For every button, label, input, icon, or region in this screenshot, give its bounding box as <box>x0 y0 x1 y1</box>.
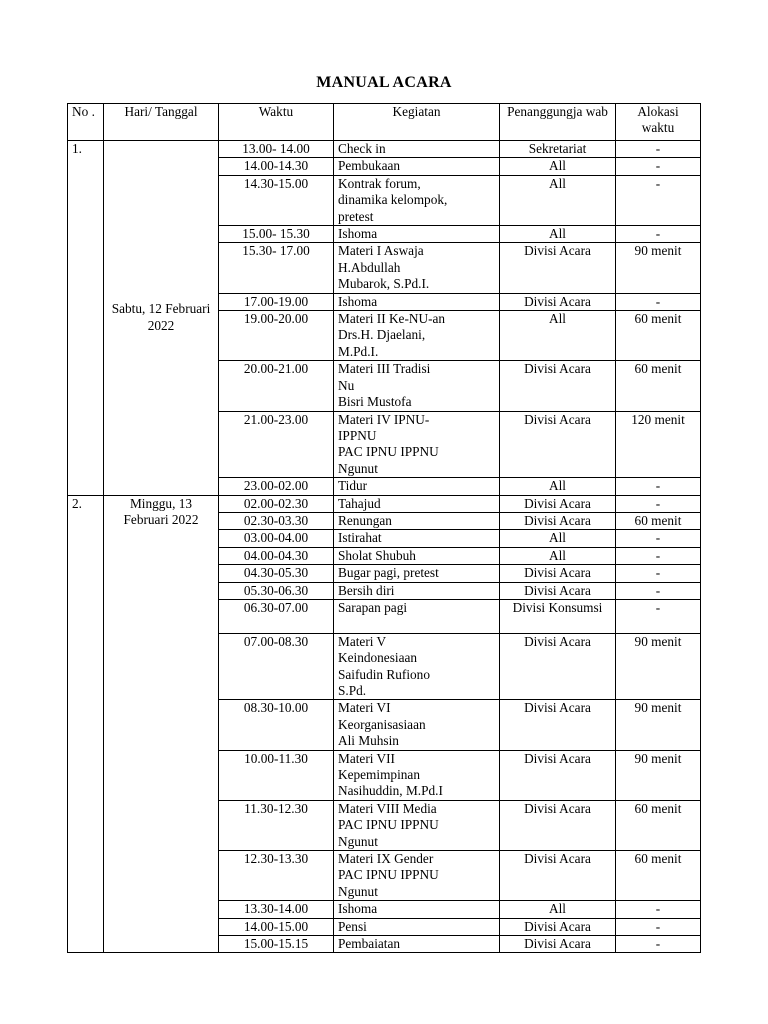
activity-cell <box>334 800 500 850</box>
pic-cell: Divisi Acara <box>500 565 616 582</box>
pic-cell: All <box>500 901 616 918</box>
activity-line: Nu <box>338 377 355 393</box>
duration-cell: 60 menit <box>616 311 701 361</box>
activity-cell <box>334 633 500 700</box>
col-header-pic: Penanggungja wab <box>500 104 616 141</box>
duration-cell: - <box>616 530 701 547</box>
pic-cell: All <box>500 311 616 361</box>
activity-cell <box>334 226 500 243</box>
duration-cell: 90 menit <box>616 633 701 700</box>
time-cell: 06.30-07.00 <box>219 599 334 633</box>
time-cell: 12.30-13.30 <box>219 851 334 901</box>
activity-line: Materi VII <box>338 750 395 766</box>
pic-cell: Divisi Acara <box>500 495 616 512</box>
activity-cell <box>334 700 500 750</box>
time-cell: 10.00-11.30 <box>219 750 334 800</box>
time-cell: 02.30-03.30 <box>219 512 334 529</box>
activity-line: Bugar pagi, pretest <box>338 565 439 581</box>
activity-cell <box>334 901 500 918</box>
duration-cell: 90 menit <box>616 750 701 800</box>
duration-cell: 90 menit <box>616 243 701 293</box>
pic-cell: Divisi Acara <box>500 512 616 529</box>
pic-cell: Divisi Acara <box>500 293 616 310</box>
activity-cell <box>334 582 500 599</box>
pic-cell: All <box>500 175 616 225</box>
activity-cell <box>334 565 500 582</box>
activity-cell <box>334 478 500 495</box>
activity-line: Saifudin Rufiono <box>338 666 430 682</box>
schedule-body <box>68 141 701 953</box>
day-number: 2. <box>68 495 104 953</box>
activity-line: Materi V <box>338 633 387 649</box>
time-cell: 17.00-19.00 <box>219 293 334 310</box>
duration-cell: - <box>616 226 701 243</box>
pic-cell: Divisi Acara <box>500 851 616 901</box>
time-cell: 02.00-02.30 <box>219 495 334 512</box>
activity-line: Materi VI <box>338 700 391 716</box>
col-header-no: No . <box>68 104 104 141</box>
time-cell: 14.00-14.30 <box>219 158 334 175</box>
col-header-duration: Alokasi waktu <box>616 104 701 141</box>
duration-cell: - <box>616 478 701 495</box>
activity-line: Materi II Ke-NU-an <box>338 311 446 327</box>
activity-cell <box>334 918 500 935</box>
activity-line: Sholat Shubuh <box>338 547 416 563</box>
activity-line: IPPNU <box>338 427 377 443</box>
duration-cell: - <box>616 599 701 633</box>
time-cell: 05.30-06.30 <box>219 582 334 599</box>
pic-cell: Divisi Acara <box>500 361 616 411</box>
activity-line: Ishoma <box>338 226 378 242</box>
duration-cell: - <box>616 175 701 225</box>
duration-cell: 60 menit <box>616 800 701 850</box>
duration-cell: 120 menit <box>616 411 701 478</box>
activity-line: Keorganisasiaan <box>338 716 426 732</box>
pic-cell: All <box>500 530 616 547</box>
duration-cell: - <box>616 918 701 935</box>
activity-line: Keindonesiaan <box>338 650 418 666</box>
activity-cell <box>334 361 500 411</box>
day-date: Sabtu, 12 Februari 2022 <box>104 141 219 496</box>
pic-cell: All <box>500 158 616 175</box>
activity-line: Mubarok, S.Pd.I. <box>338 276 430 292</box>
activity-line: Ngunut <box>338 460 378 476</box>
activity-line: PAC IPNU IPPNU <box>338 867 439 883</box>
activity-line: pretest <box>338 208 374 224</box>
pic-cell: Divisi Acara <box>500 243 616 293</box>
activity-line: Kepemimpinan <box>338 767 420 783</box>
pic-cell: Divisi Acara <box>500 918 616 935</box>
pic-cell: All <box>500 478 616 495</box>
activity-line: Pensi <box>338 918 367 934</box>
day-number: 1. <box>68 141 104 496</box>
activity-line: Tahajud <box>338 495 381 511</box>
pic-cell: Sekretariat <box>500 141 616 158</box>
activity-line: Ishoma <box>338 293 378 309</box>
duration-cell: - <box>616 582 701 599</box>
pic-cell: All <box>500 226 616 243</box>
activity-line: H.Abdullah <box>338 259 401 275</box>
time-cell: 23.00-02.00 <box>219 478 334 495</box>
duration-cell: - <box>616 495 701 512</box>
time-cell: 20.00-21.00 <box>219 361 334 411</box>
duration-cell: - <box>616 565 701 582</box>
activity-line: Bisri Mustofa <box>338 394 412 410</box>
activity-cell <box>334 512 500 529</box>
activity-cell <box>334 599 500 633</box>
activity-line: Ali Muhsin <box>338 733 399 749</box>
activity-line: Pembaiatan <box>338 936 401 952</box>
activity-cell <box>334 175 500 225</box>
activity-line: Bersih diri <box>338 582 395 598</box>
time-cell: 21.00-23.00 <box>219 411 334 478</box>
activity-line: Sarapan pagi <box>338 599 408 615</box>
time-cell: 03.00-04.00 <box>219 530 334 547</box>
activity-line: Pembukaan <box>338 158 401 174</box>
activity-line: dinamika kelompok, <box>338 192 448 208</box>
activity-line: Materi VIII Media <box>338 800 437 816</box>
activity-line: Ngunut <box>338 833 378 849</box>
col-header-time: Waktu <box>219 104 334 141</box>
duration-cell: - <box>616 158 701 175</box>
day-date: Minggu, 13 Februari 2022 <box>104 495 219 953</box>
duration-cell: 60 menit <box>616 851 701 901</box>
activity-line: Ishoma <box>338 901 378 917</box>
pic-cell: Divisi Acara <box>500 700 616 750</box>
time-cell: 14.30-15.00 <box>219 175 334 225</box>
time-cell: 14.00-15.00 <box>219 918 334 935</box>
table-row <box>68 495 701 512</box>
duration-cell: 90 menit <box>616 700 701 750</box>
activity-line: Materi I Aswaja <box>338 243 424 259</box>
schedule-table <box>67 103 701 953</box>
activity-cell <box>334 243 500 293</box>
time-cell: 15.00- 15.30 <box>219 226 334 243</box>
time-cell: 11.30-12.30 <box>219 800 334 850</box>
time-cell: 08.30-10.00 <box>219 700 334 750</box>
duration-cell: - <box>616 936 701 953</box>
time-cell: 04.30-05.30 <box>219 565 334 582</box>
duration-cell: - <box>616 141 701 158</box>
activity-line: Nasihuddin, M.Pd.I <box>338 783 443 799</box>
activity-cell <box>334 750 500 800</box>
time-cell: 15.30- 17.00 <box>219 243 334 293</box>
header-row <box>68 104 701 141</box>
pic-cell: Divisi Acara <box>500 750 616 800</box>
time-cell: 15.00-15.15 <box>219 936 334 953</box>
table-row <box>68 141 701 158</box>
activity-line: PAC IPNU IPPNU <box>338 444 439 460</box>
activity-cell <box>334 851 500 901</box>
time-cell: 13.30-14.00 <box>219 901 334 918</box>
activity-cell <box>334 311 500 361</box>
duration-cell: - <box>616 901 701 918</box>
activity-line: M.Pd.I. <box>338 343 379 359</box>
activity-line: Kontrak forum, <box>338 175 421 191</box>
pic-cell: Divisi Konsumsi <box>500 599 616 633</box>
activity-line: Check in <box>338 141 386 156</box>
activity-cell <box>334 530 500 547</box>
time-cell: 13.00- 14.00 <box>219 141 334 158</box>
pic-cell: Divisi Acara <box>500 582 616 599</box>
time-cell: 04.00-04.30 <box>219 547 334 564</box>
time-cell: 07.00-08.30 <box>219 633 334 700</box>
activity-line: Tidur <box>338 478 368 494</box>
activity-line: Istirahat <box>338 530 382 546</box>
activity-cell <box>334 158 500 175</box>
time-cell: 19.00-20.00 <box>219 311 334 361</box>
duration-cell: 60 menit <box>616 361 701 411</box>
page-title: MANUAL ACARA <box>316 74 452 91</box>
pic-cell: All <box>500 547 616 564</box>
activity-cell <box>334 547 500 564</box>
duration-cell: 60 menit <box>616 512 701 529</box>
pic-cell: Divisi Acara <box>500 936 616 953</box>
activity-line: PAC IPNU IPPNU <box>338 817 439 833</box>
col-header-day: Hari/ Tanggal <box>104 104 219 141</box>
activity-cell <box>334 411 500 478</box>
activity-cell <box>334 141 500 158</box>
activity-line: Drs.H. Djaelani, <box>338 327 426 343</box>
activity-cell <box>334 495 500 512</box>
pic-cell: Divisi Acara <box>500 411 616 478</box>
activity-line: Renungan <box>338 512 392 528</box>
activity-cell <box>334 293 500 310</box>
pic-cell: Divisi Acara <box>500 633 616 700</box>
activity-line: Materi III Tradisi <box>338 361 431 377</box>
activity-line: Materi IX Gender <box>338 851 434 867</box>
activity-line: Ngunut <box>338 883 378 899</box>
activity-line: S.Pd. <box>338 682 367 698</box>
activity-cell <box>334 936 500 953</box>
duration-cell: - <box>616 547 701 564</box>
pic-cell: Divisi Acara <box>500 800 616 850</box>
col-header-activity: Kegiatan <box>334 104 500 141</box>
duration-cell: - <box>616 293 701 310</box>
activity-line: Materi IV IPNU- <box>338 411 430 427</box>
